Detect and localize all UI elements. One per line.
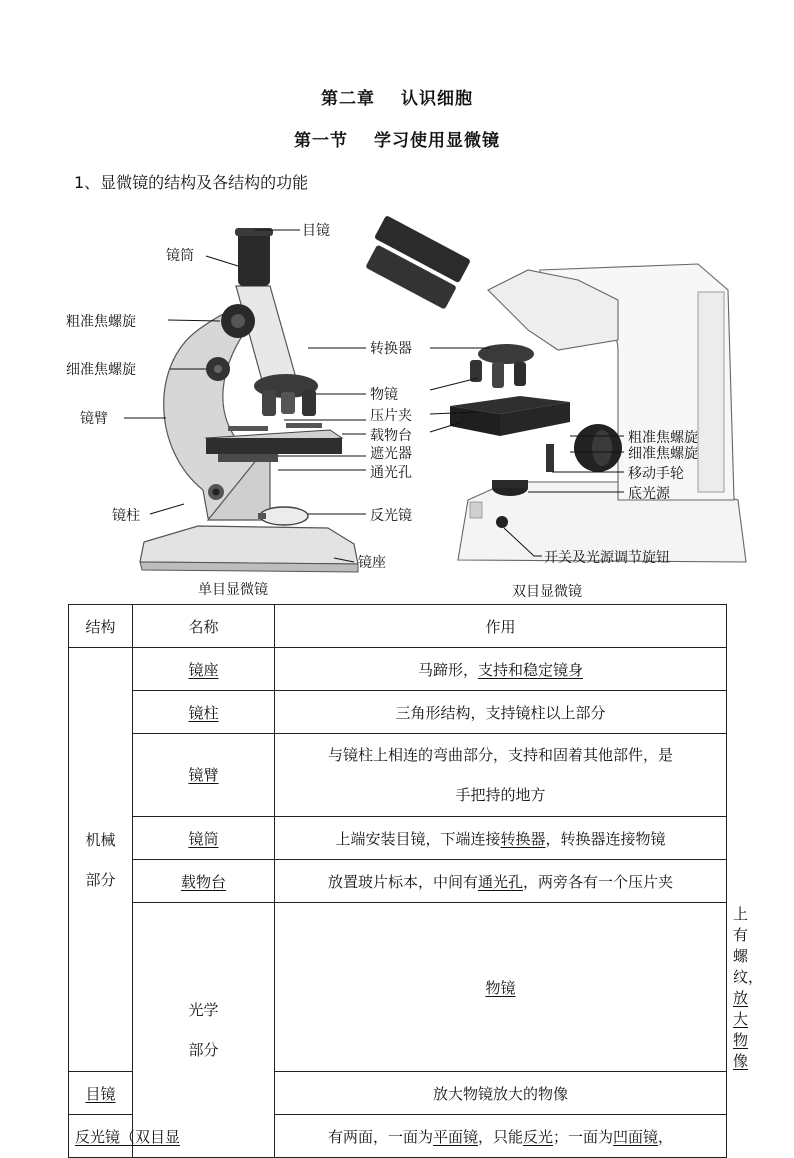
label-switch-knob: 开关及光源调节旋钮 xyxy=(544,550,670,566)
table-row xyxy=(69,691,727,734)
header-structure: 结构 xyxy=(69,605,133,648)
row-function-mirror: 有两面，一面为平面镜，只能反光；一面为凹面镜， xyxy=(275,1115,727,1158)
row-function-base: 马蹄形，支持和稳定镜身 xyxy=(275,648,727,691)
label-bottom-light: 底光源 xyxy=(628,486,670,502)
label-moving-wheel: 移动手轮 xyxy=(628,466,684,482)
row-function-arm: 与镜柱上相连的弯曲部分，支持和固着其他部件，是 手把持的地方 xyxy=(275,734,727,817)
row-name-stage: 载物台 xyxy=(133,860,275,903)
category-mechanical: 机械 部分 xyxy=(69,648,133,1072)
chapter-title xyxy=(0,84,794,109)
label-clip: 压片夹 xyxy=(370,408,412,424)
label-converter: 转换器 xyxy=(370,341,412,357)
label-tube: 镜筒 xyxy=(166,248,194,264)
structure-table xyxy=(68,604,764,1158)
label-diaphragm: 遮光器 xyxy=(370,446,412,462)
row-name-mirror: 反光镜（双目显 xyxy=(69,1115,133,1158)
table-row xyxy=(69,817,727,860)
label-pillar: 镜柱 xyxy=(112,508,140,524)
chapter-name: 认识细胞 xyxy=(401,89,473,109)
microscope-figure xyxy=(58,200,748,602)
label-mirror: 反光镜 xyxy=(370,508,412,524)
label-coarse-focus-right: 粗准焦螺旋 xyxy=(628,430,698,446)
row-function-tube: 上端安装目镜，下端连接转换器，转换器连接物镜 xyxy=(275,817,727,860)
label-aperture: 通光孔 xyxy=(370,465,412,481)
row-name-base: 镜座 xyxy=(133,648,275,691)
section-title xyxy=(0,126,794,151)
table-row xyxy=(69,734,727,817)
label-eyepiece: 目镜 xyxy=(302,223,330,239)
header-function: 作用 xyxy=(275,605,727,648)
table-row xyxy=(69,648,727,691)
subheading: 1、显微镜的结构及各结构的功能 xyxy=(74,173,309,192)
header-name: 名称 xyxy=(133,605,275,648)
label-objective: 物镜 xyxy=(370,387,398,403)
table-header-row xyxy=(69,605,727,648)
table-row: 光学 部分 物镜 上有螺纹，放大物像 xyxy=(69,903,727,1072)
monocular-microscope-illustration xyxy=(140,228,358,572)
caption-monocular: 单目显微镜 xyxy=(198,582,268,598)
caption-binocular: 双目显微镜 xyxy=(512,584,582,600)
label-coarse-focus-left: 粗准焦螺旋 xyxy=(66,314,136,330)
chapter-number: 第二章 xyxy=(321,89,375,109)
label-fine-focus-right: 细准焦螺旋 xyxy=(628,446,698,462)
label-fine-focus-left: 细准焦螺旋 xyxy=(66,362,136,378)
section-name: 学习使用显微镜 xyxy=(374,131,500,151)
row-function-stage: 放置玻片标本，中间有通光孔，两旁各有一个压片夹 xyxy=(275,860,727,903)
row-name-objective: 物镜 xyxy=(275,903,727,1072)
row-name-eyepiece: 目镜 xyxy=(69,1072,133,1115)
row-function-pillar: 三角形结构，支持镜柱以上部分 xyxy=(275,691,727,734)
label-stage: 载物台 xyxy=(370,428,412,444)
table-row xyxy=(69,860,727,903)
row-name-tube: 镜筒 xyxy=(133,817,275,860)
row-name-pillar: 镜柱 xyxy=(133,691,275,734)
label-base: 镜座 xyxy=(358,555,386,571)
row-name-arm: 镜臂 xyxy=(133,734,275,817)
binocular-microscope-illustration xyxy=(360,215,746,562)
label-arm: 镜臂 xyxy=(80,411,108,427)
section-number: 第一节 xyxy=(294,131,348,151)
row-function-eyepiece: 放大物镜放大的物像 xyxy=(275,1072,727,1115)
category-optical: 光学 部分 xyxy=(133,903,275,1158)
